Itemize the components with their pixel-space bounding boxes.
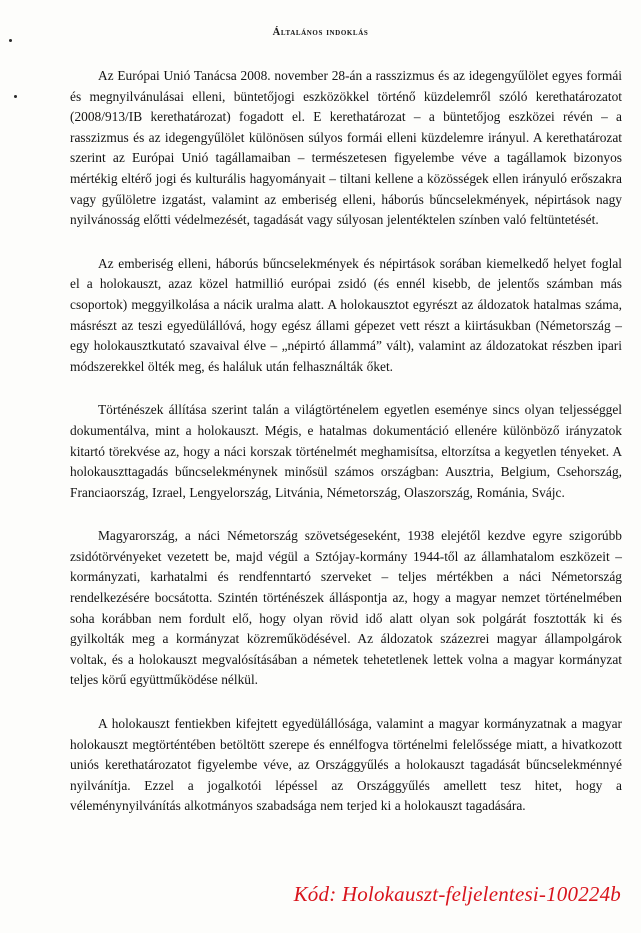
document-body <box>70 66 622 840</box>
scan-speck <box>9 39 12 42</box>
paragraph-eu-framework-decision: Az Európai Unió Tanácsa 2008. november 28-án a rasszizmus és az idegengyűlölet egyes formái és megnyilvánulásai elleni, büntetőjogi eszközökkel történő küzdelemről szóló kerethatározatot (2008/913/IB kerethatározat) fogadott el. E kerethatározat – a büntetőjog eszközei révén – a rasszizmus és az idegengyűlölet különösen súlyos formái elleni küzdelemre irányul. A kerethatározat szerint az Európai Unió tagállamaiban – természetesen figyelembe véve a tagállamok bizonyos mértékig eltérő jogi és kulturális hagyományait – tiltani kellene a közösségek ellen irányuló erőszakra vagy gyűlöletre izgatást, valamint az emberiség elleni, háborús bűncselekmények, népirtások nagy nyilvánosság előtti védelmezését, tagadását vagy súlyosan jelentéktelen színben való feltüntetését. <box>70 68 622 228</box>
document-code-label: Kód: Holokauszt-feljelentesi-100224b <box>293 882 621 906</box>
paragraph-hungary-role: Magyarország, a náci Németország szövetségeseként, 1938 elejétől kezdve egyre szigorúbb zsidótörvényeket vezetett be, majd végül a Sztójay-kormány 1944-től az államhatalom eszközeit – kormányzati, karhatalmi és rendfenntartó szerveket – teljes mértékben a náci Németország rendelkezésére bocsátotta. Szintén történészek álláspontja az, hogy a magyar nemzet történelmében soha korábban nem fordult elő, hogy olyan rövid idő alatt olyan sok polgárát fosztották ki és gyilkolták meg a kormányzat közreműködésével. Az áldozatok százezrei magyar állampolgárok voltak, és a holokauszt megvalósításában a németek tehetetlenek lettek volna a magyar kormányzat teljes körű együttműködése nélkül. <box>70 528 622 688</box>
document-heading: Általános indoklás <box>272 27 369 38</box>
paragraph-documentation-denial: Történészek állítása szerint talán a világtörténelem egyetlen eseménye sincs olyan teljességgel dokumentálva, mint a holokauszt. Mégis, e hatalmas dokumentáció ellenére különböző irányzatok kitartó törekvése az, hogy a náci korszak történelmét meghamisítsa, eltorzítsa a kegyetlen tényeket. A holokauszttagadás bűncselekménynek minősül számos országban: Ausztria, Belgium, Csehország, Franciaország, Izrael, Lengyelország, Litvánia, Németország, Olaszország, Románia, Svájc. <box>70 402 622 500</box>
scan-speck <box>14 95 17 98</box>
paragraph-holocaust-uniqueness: Az emberiség elleni, háborús bűncselekmények és népirtások sorában kiemelkedő helyet foglal el a holokauszt, azaz közel hatmillió európai zsidó (és ennél kisebb, de jelentős számban más csoportok) meggyilkolása a nácik uralma alatt. A holokausztot egyrészt az áldozatok hatalmas száma, másrészt az teszi egyedülállóvá, hogy egész állami gépezet vett részt a kiirtásukban (Németország – egy holokausztkutató szavaival élve – „népirtó állammá” vált), valamint az áldozatokat részben ipari módszerekkel ölték meg, és haláluk után felhasználták őket. <box>70 255 622 374</box>
paragraph-conclusion: A holokauszt fentiekben kifejtett egyedülállósága, valamint a magyar kormányzatnak a magyar holokauszt megtörténtében betöltött szerepe és ennélfogva történelmi felelőssége miatt, a hivatkozott uniós kerethatározatot figyelembe véve, az Országgyűlés a holokauszt tagadását bűncselekménnyé nyilvánítja. Ezzel a jogalkotói lépéssel az Országgyűlés amellett tesz hitet, hogy a véleménynyilvánítás alkotmányos szabadsága nem terjed ki a holokauszt tagadására. <box>70 716 622 814</box>
